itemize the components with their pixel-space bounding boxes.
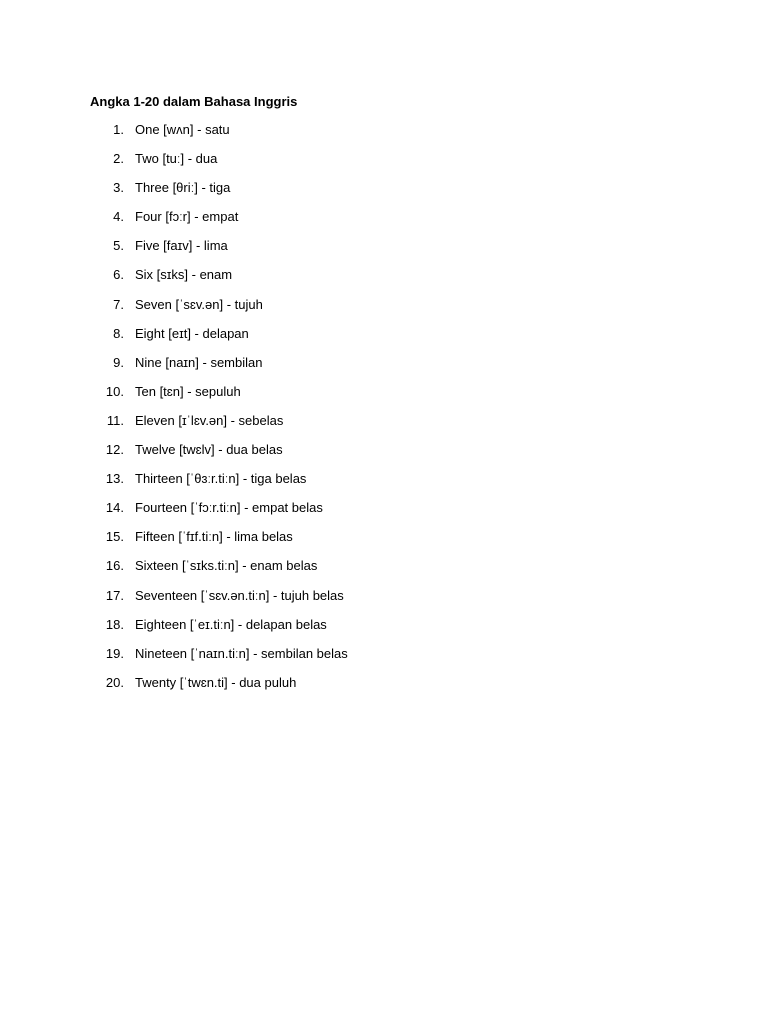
list-item-number: 11.: [106, 412, 124, 428]
list-item-text: Seventeen [ˈsɛv.ən.tiːn] - tujuh belas: [135, 587, 344, 603]
list-item-number: 18.: [105, 616, 124, 632]
list-item-number: 14.: [105, 500, 124, 516]
list-item-text: Four [fɔːr] - empat: [135, 209, 239, 225]
list-item-text: Five [faɪv] - lima: [135, 238, 228, 254]
list-item-number: 17.: [105, 587, 124, 603]
list-item-number: 9.: [113, 354, 124, 370]
list-item-number: 8.: [113, 325, 124, 341]
list-item-text: Thirteen [ˈθɜːr.tiːn] - tiga belas: [135, 471, 307, 487]
list-item-text: Eleven [ɪˈlɛv.ən] - sebelas: [135, 412, 284, 428]
list-item-text: Ten [tɛn] - sepuluh: [135, 383, 241, 399]
list-item-number: 16.: [105, 558, 124, 574]
list-item-text: Nineteen [ˈnaɪn.tiːn] - sembilan belas: [135, 645, 348, 661]
list-item-number: 10.: [105, 383, 124, 399]
list-item-number: 6.: [113, 267, 124, 283]
document-title: Angka 1-20 dalam Bahasa Inggris: [90, 94, 298, 109]
list-item-text: Eight [eɪt] - delapan: [135, 325, 249, 341]
list-item-number: 1.: [113, 122, 124, 137]
list-item-text: Twenty [ˈtwɛn.ti] - dua puluh: [135, 674, 297, 690]
list-item-text: Six [sɪks] - enam: [135, 267, 233, 283]
list-item-number: 12.: [105, 442, 124, 458]
list-item-text: Fifteen [ˈfɪf.tiːn] - lima belas: [135, 529, 293, 545]
list-item-text: Nine [naɪn] - sembilan: [135, 354, 263, 370]
list-item-text: Eighteen [ˈeɪ.tiːn] - delapan belas: [135, 616, 327, 632]
list-item-number: 5.: [113, 238, 124, 254]
list-item-number: 4.: [113, 209, 124, 225]
list-item-text: Fourteen [ˈfɔːr.tiːn] - empat belas: [135, 500, 323, 516]
list-item-text: Seven [ˈsɛv.ən] - tujuh: [135, 296, 263, 312]
list-item-text: Sixteen [ˈsɪks.tiːn] - enam belas: [135, 558, 318, 574]
list-item-text: Twelve [twɛlv] - dua belas: [135, 442, 283, 458]
list-item-number: 2.: [113, 151, 124, 167]
list-item-number: 3.: [113, 180, 124, 196]
list-item-number: 13.: [105, 471, 124, 487]
list-item-number: 15.: [105, 529, 124, 545]
list-item-text: One [wʌn] - satu: [135, 122, 230, 137]
list-item-number: 19.: [105, 645, 124, 661]
list-item-text: Two [tuː] - dua: [135, 151, 218, 167]
list-item-text: Three [θriː] - tiga: [135, 180, 231, 196]
list-item-number: 7.: [113, 296, 124, 312]
list-item-number: 20.: [105, 674, 124, 690]
